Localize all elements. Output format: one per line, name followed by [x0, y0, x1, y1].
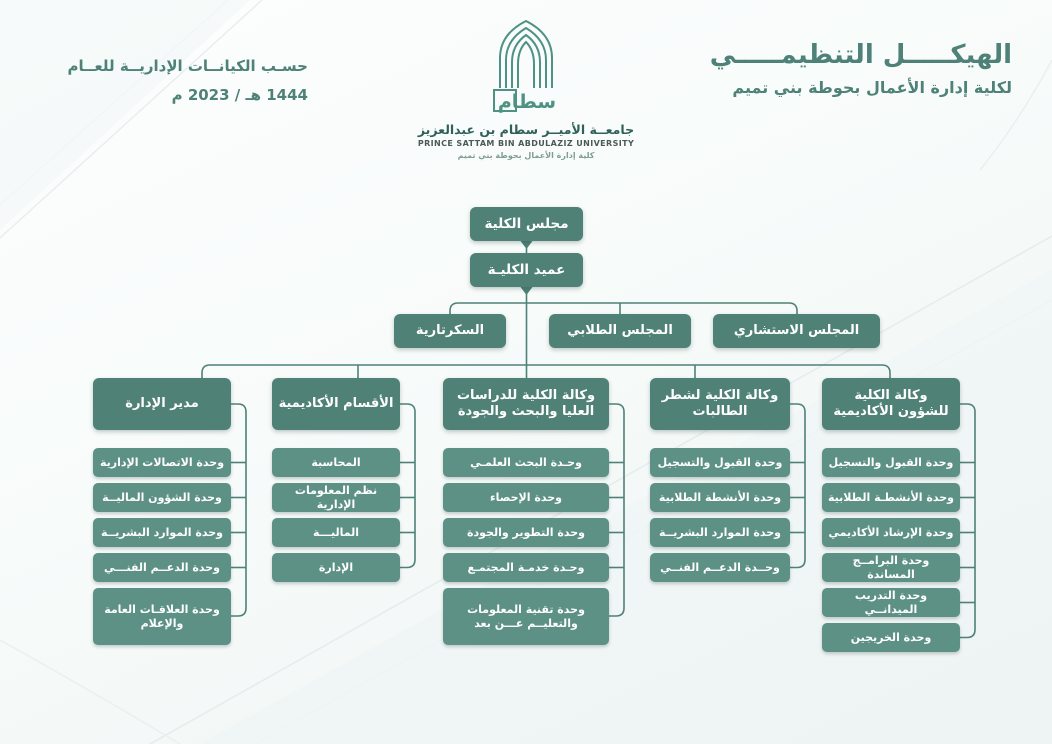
- page-title: الهيكـــــل التنظيمـــــي: [709, 40, 1012, 70]
- unit-box: وحدة الإحصاء: [443, 483, 609, 512]
- unit-box: وحــدة الدعــم الفنــي: [650, 553, 790, 582]
- org-node-student-council: المجلس الطلابي: [549, 314, 691, 348]
- unit-box: نظم المعلومات الإدارية: [272, 483, 400, 512]
- branch-head-graduate-studies: وكالة الكلية للدراسات العليا والبحث والجودة: [443, 378, 609, 430]
- unit-box: الإدارة: [272, 553, 400, 582]
- org-node-secretariat: السكرتارية: [394, 314, 506, 348]
- unit-box: وحدة الأنشطـة الطلابية: [822, 483, 960, 512]
- unit-box: وحدة الموارد البشريــة: [93, 518, 231, 547]
- unit-box: وحدة الموارد البشريــة: [650, 518, 790, 547]
- logo-calligraphy: سطام: [497, 91, 557, 113]
- unit-box: وحدة الإرشاد الأكاديمي: [822, 518, 960, 547]
- unit-box: وحدة القبول والتسجيل: [822, 448, 960, 477]
- page-title-block: [710, 40, 1012, 97]
- edition-note-line2: 1444 هـ / 2023 م: [171, 85, 308, 104]
- unit-box: الماليـــة: [272, 518, 400, 547]
- unit-box: وحدة العلاقـات العامة والإعلام: [93, 588, 231, 645]
- unit-box: وحدة القبول والتسجيل: [650, 448, 790, 477]
- branch-head-academic-departments: الأقسام الأكاديمية: [272, 378, 400, 430]
- branch-head-admin-director: مدير الإدارة: [93, 378, 231, 430]
- edition-note: [36, 52, 308, 109]
- unit-box: وحدة تقنية المعلومات والتعليــم عـــن بعد: [443, 588, 609, 645]
- unit-box: وحدة الدعــم الفنـــي: [93, 553, 231, 582]
- university-logo: [401, 12, 651, 160]
- edition-note-line1: حسـب الكيانــات الإداريــة للعــام: [67, 57, 308, 75]
- unit-box: وحدة الاتصالات الإدارية: [93, 448, 231, 477]
- unit-box: وحـدة البحث العلمـي: [443, 448, 609, 477]
- unit-box: المحاسبة: [272, 448, 400, 477]
- unit-box: وحدة الخريجين: [822, 623, 960, 652]
- org-node-dean: عميد الكليـة: [470, 253, 583, 287]
- university-name-ar: جامعــة الأميــر سطام بن عبدالعزيز: [417, 122, 635, 137]
- unit-box: وحدة الأنشطة الطلابية: [650, 483, 790, 512]
- unit-box: وحدة البرامــج المساندة: [822, 553, 960, 582]
- unit-box: وحدة التدريب الميدانــي: [822, 588, 960, 617]
- university-arch-icon: [483, 12, 569, 116]
- unit-box: وحدة التطوير والجودة: [443, 518, 609, 547]
- university-name-en: PRINCE SATTAM BIN ABDULAZIZ UNIVERSITY: [417, 139, 635, 148]
- college-name-small: كلية إدارة الأعمال بحوطة بني تميم: [457, 151, 595, 160]
- org-node-college-council: مجلس الكلية: [470, 207, 583, 241]
- page-subtitle: لكلية إدارة الأعمال بحوطة بني تميم: [732, 78, 1012, 97]
- branch-head-academic-affairs: وكالة الكلية للشؤون الأكاديمية: [822, 378, 960, 430]
- branch-head-female-section: وكالة الكلية لشطر الطالبات: [650, 378, 790, 430]
- org-node-advisory-council: المجلس الاستشاري: [713, 314, 880, 348]
- unit-box: وحدة الشؤون الماليــة: [93, 483, 231, 512]
- unit-box: وحـدة خدمـة المجتمـع: [443, 553, 609, 582]
